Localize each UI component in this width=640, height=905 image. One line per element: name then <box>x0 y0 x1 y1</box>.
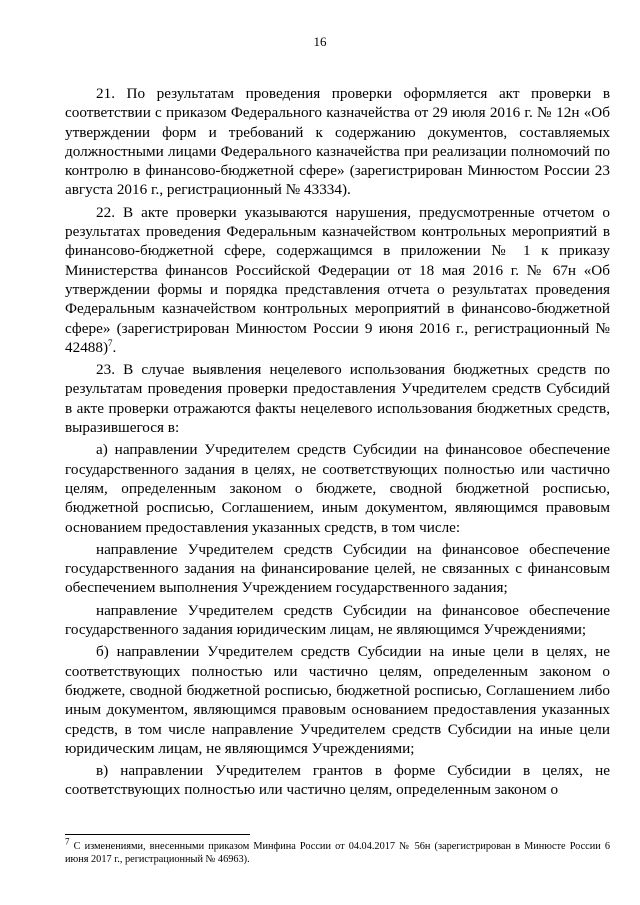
paragraph-23-a-item-2: направление Учредителем средств Субсидии на финансовое обеспечение государственного задания юридическим лицам, не являющимся Учреждениями; <box>65 601 610 639</box>
paragraph-22-end: . <box>112 338 117 356</box>
paragraph-23-a-item-1: направление Учредителем средств Субсидии на финансовое обеспечение государственного задания на финансирование целей, не связанных с финансовым обеспечением выполнения Учреждением государственного задания; <box>65 540 610 597</box>
paragraph-23-a: а) направлении Учредителем средств Субсидии на финансовое обеспечение государственного задания в целях, не соответствующих полностью или частично целям, определенным законом о бюджете, сводной бюджетной росписью, бюджетной росписью, Соглашением, иным документом, являющимся правовым основанием предоставления указанных средств, в том числе: <box>65 441 610 536</box>
paragraph-23-v: в) направлении Учредителем грантов в форме Субсидии в целях, не соответствующих полностью или частично целям, определенным законом о <box>65 762 610 799</box>
page-number: 16 <box>313 34 327 49</box>
footnote-text: С изменениями, внесенными приказом Минфина России от 04.04.2017 № 56н (зарегистрирован в Минюсте России 6 июня 2017 г., регистрационный № 46963). <box>65 841 610 865</box>
paragraph-21: 21. По результатам проведения проверки оформляется акт проверки в соответствии с приказом Федерального казначейства от 29 июля 2016 г. № 12н «Об утверждении форм и требований к содержанию документов, составляемых должностными лицами Федерального казначейства при реализации полномочий по контролю в финансово-бюджетной сфере» (зарегистрирован Минюстом России 23 августа 2016 г., регистрационный № 43334). <box>65 85 610 199</box>
footnote-ref-7: 7 <box>108 337 113 348</box>
paragraph-22 <box>65 203 610 357</box>
document-body <box>65 84 610 800</box>
paragraph-23: 23. В случае выявления нецелевого использования бюджетных средств по результатам проведения проверки предоставления Учредителем средств Субсидий в акте проверки отражаются факты нецелевого использования бюджетных средств, выразившегося в: <box>65 361 610 437</box>
footnote-number: 7 <box>65 836 70 847</box>
footnote <box>65 836 610 866</box>
footnote-separator <box>65 834 250 835</box>
paragraph-23-b: б) направлении Учредителем средств Субсидии на иные цели в целях, не соответствующих полностью или частично целям, определенным законом о бюджете, сводной бюджетной росписью, бюджетной росписью, Соглашением либо иным документом, являющимся правовым основанием предоставления указанных средств, в том числе направление Учредителем средств Субсидии на иные цели юридическим лицам, не являющимся Учреждениями; <box>65 643 610 757</box>
paragraph-22-text: 22. В акте проверки указываются нарушения, предусмотренные отчетом о результатах проведения Федеральным казначейством контрольных мероприятий в финансово-бюджетной сфере, содержащимся в приложении № 1 к приказу Министерства финансов Российской Федерации от 18 мая 2016 г. № 67н «Об утверждении формы и порядка представления отчета о результатах проведения Федеральным казначейством контрольных мероприятий в финансово-бюджетной сфере» (зарегистрирован Минюстом России 9 июня 2016 г., регистрационный № 42488) <box>65 203 610 356</box>
